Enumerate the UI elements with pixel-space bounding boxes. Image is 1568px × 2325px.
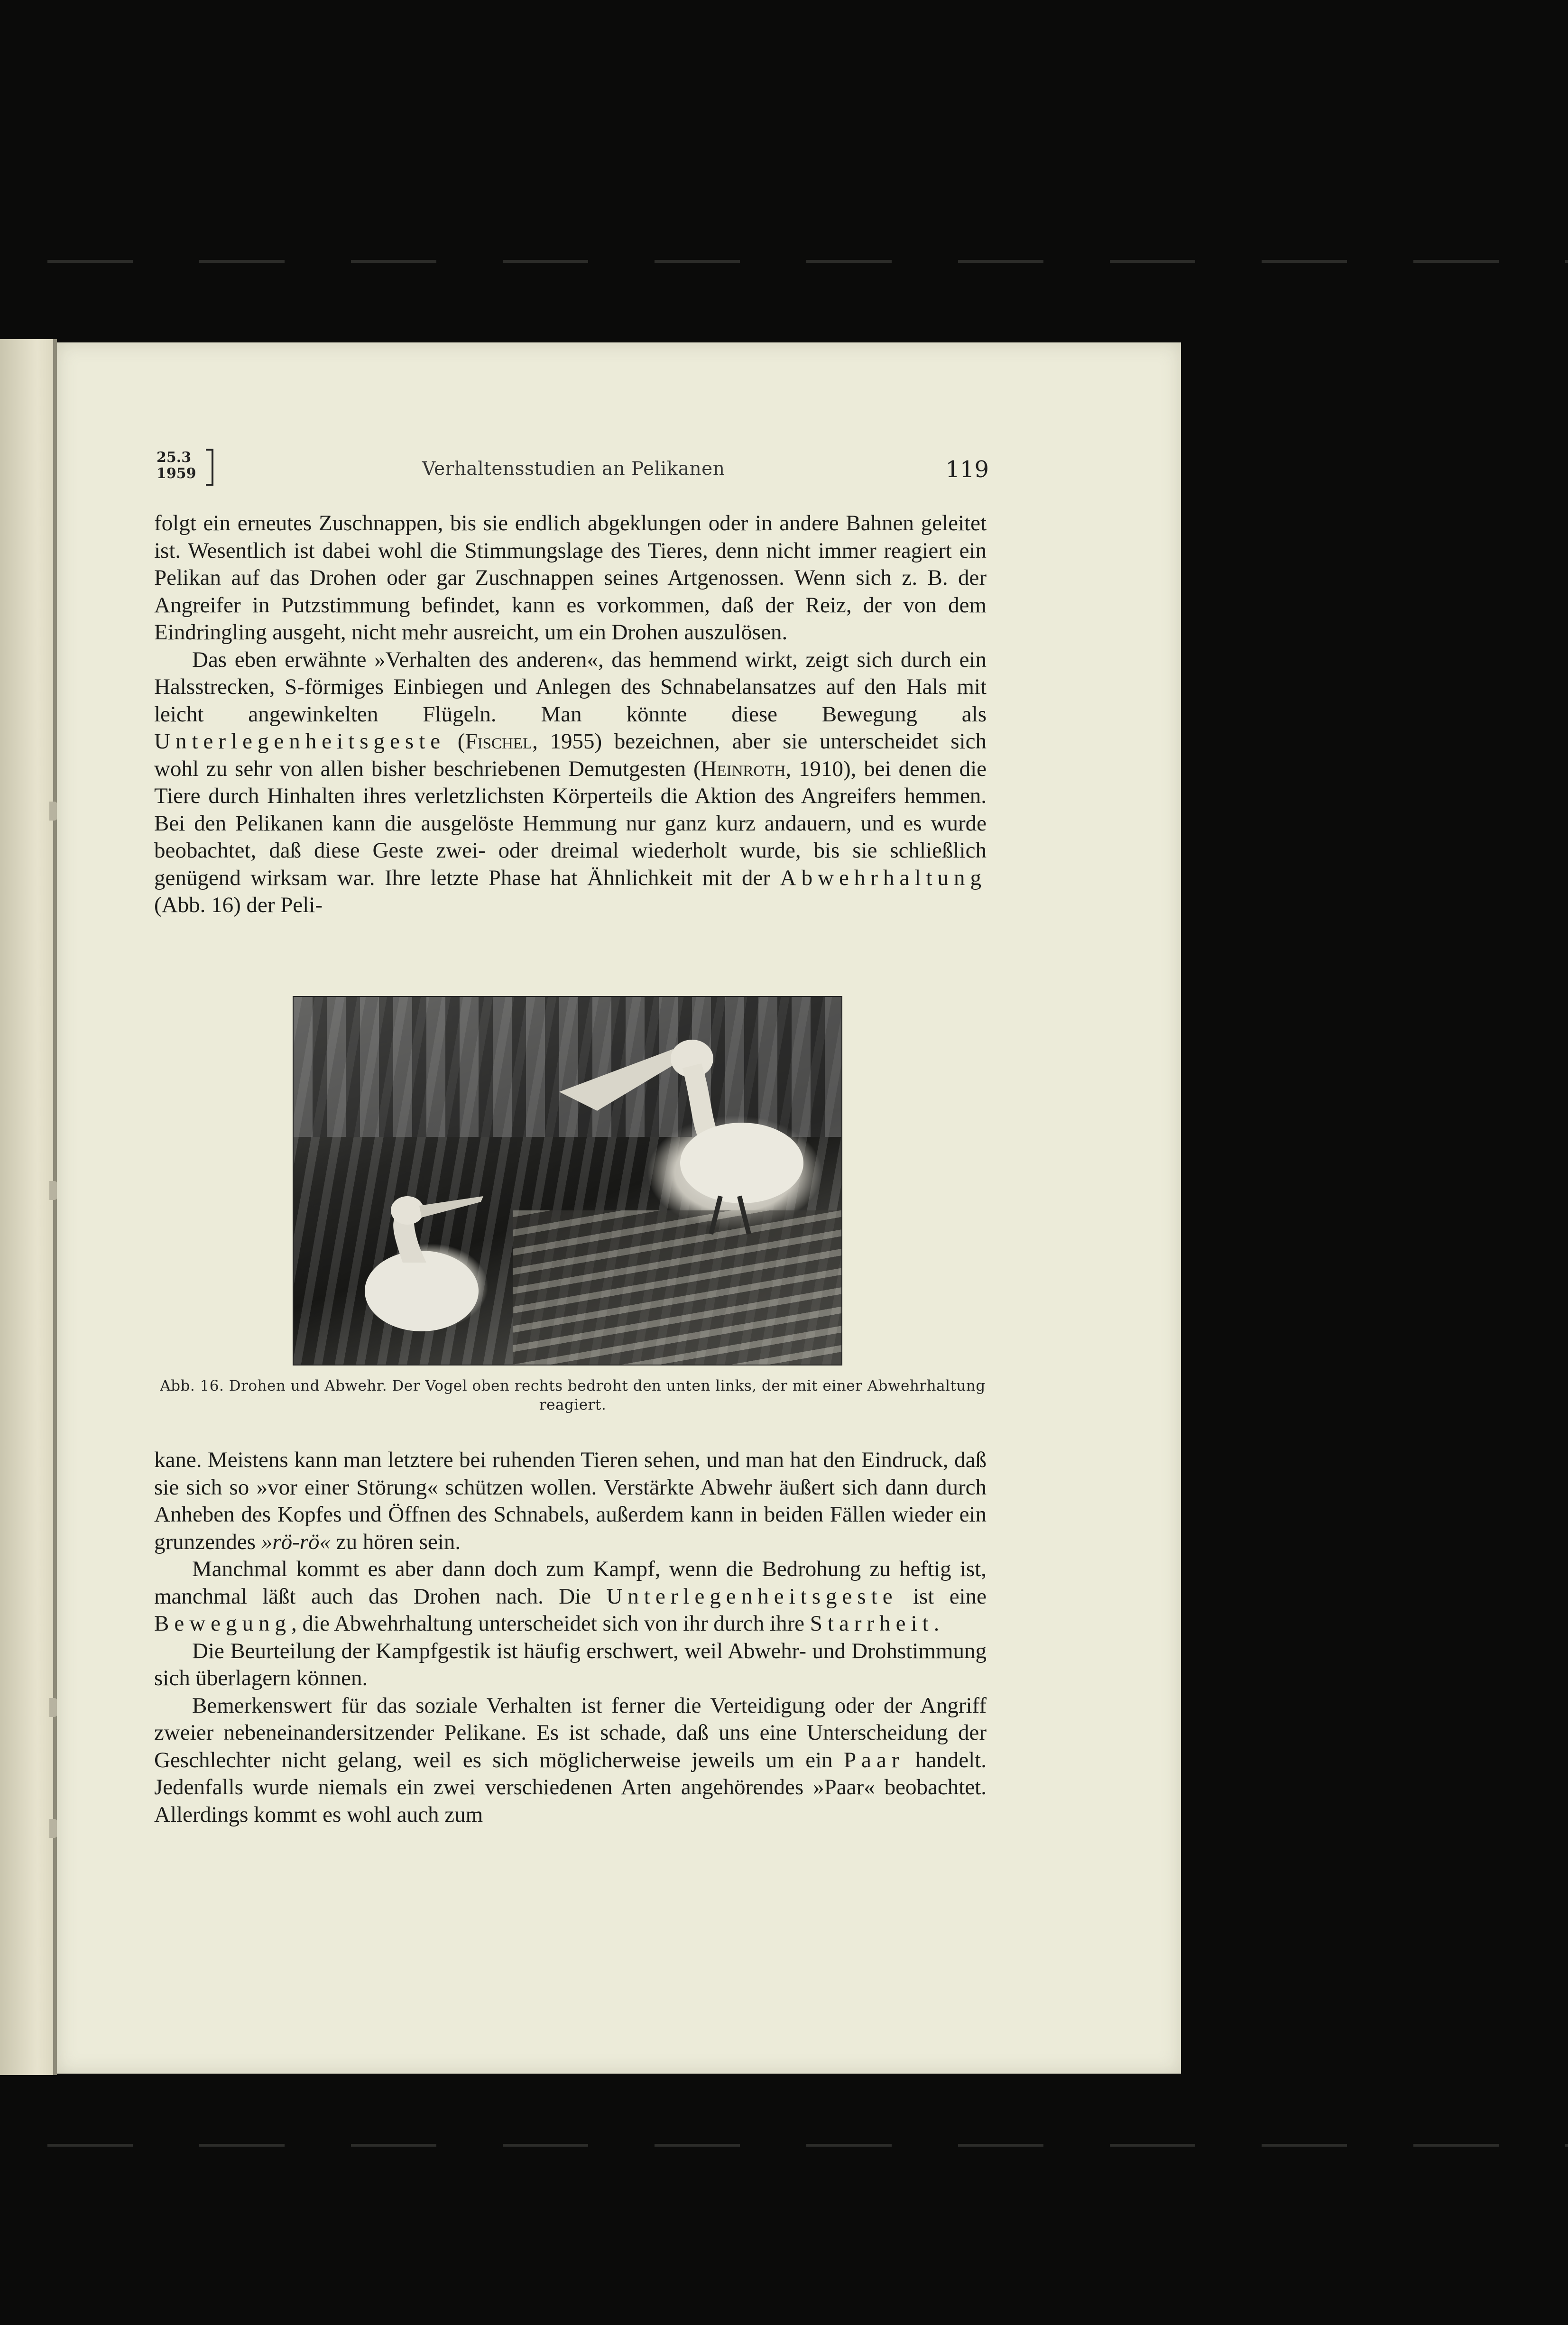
paragraph <box>154 1447 987 1556</box>
pelican-lower-left-body <box>365 1251 479 1331</box>
running-title: Verhaltensstudien an Pelikanen <box>422 458 725 480</box>
scan-artifact-line-top <box>47 260 1568 263</box>
text-run: folgt ein erneutes Zuschnappen, bis sie endlich abgeklungen oder in andere Bahnen geleitet ist. Wesentlich ist dabei wohl die Stimmungslage des Tieres, denn nicht immer reagiert ein Pelikan auf das Drohen oder gar Zuschnappen seines Artgenossen. Wenn sich z. B. der Angreifer in Putzstimmung befindet, kann es vorkommen, daß der Reiz, der von dem Eindringling ausgeht, nicht mehr ausreicht, um ein Drohen auszulösen. <box>154 511 987 645</box>
volume-year: 1959 <box>157 465 196 482</box>
text-run: , die Abwehrhaltung unterscheidet sich von ihr durch ihre <box>291 1611 810 1636</box>
figure-caption: Abb. 16. Drohen und Abwehr. Der Vogel oben rechts bedroht den unten links, der mit einer Abwehrhaltung reagiert. <box>160 1377 986 1413</box>
text-run: Das eben erwähnte »Verhalten des anderen«, das hemmend wirkt, zeigt sich durch ein Halsstrecken, S-förmiges Einbiegen und Anlegen des Schnabelansatzes auf den Hals mit leicht angewinkelten Flügeln. Man könnte diese Bewegung als <box>154 647 987 727</box>
facing-page-edge <box>0 339 53 2075</box>
text-run: . <box>933 1611 940 1636</box>
emphasized-text: Unterlegenheitsgeste <box>606 1584 898 1609</box>
figure-photo-pelicans <box>293 996 842 1365</box>
text-run: zu hören sein. <box>331 1529 461 1554</box>
text-run: Die Beurteilung der Kampfgestik ist häufig erschwert, weil Abwehr- und Drohstimmung sich überlagern können. <box>154 1638 987 1690</box>
page-header <box>157 450 989 492</box>
text-run: Manchmal kommt es aber dann doch zum Kampf, wenn die Bedrohung zu heftig ist, manchmal läßt auch das Drohen nach. Die <box>154 1557 987 1609</box>
text-run: , 1910), bei denen die Tiere durch Hinhalten ihres verletzlichsten Körperteils die Aktion des Angreifers hemmen. Bei den Pelikanen kann die ausgelöste Hemmung nur ganz kurz andauern, und es wurde beobachtet, daß diese Geste zwei- oder dreimal wiederholt wurde, bis sie schließlich genügend wirksam war. Ihre letzte Phase hat Ähnlichkeit mit der <box>154 756 987 890</box>
emphasized-text: Abwehrhaltung <box>780 865 987 890</box>
paragraph <box>154 1692 987 1829</box>
emphasized-text: Heinroth <box>701 756 786 781</box>
scan-artifact-line-bottom <box>47 2144 1568 2147</box>
text-run: handelt. Jedenfalls wurde niemals ein zwei verschiedenen Arten angehörendes »Paar« beobachtet. Allerdings kommt es wohl auch zum <box>154 1747 987 1827</box>
text-run: (Abb. 16) der Peli- <box>154 893 323 917</box>
text-run: kane. Meistens kann man letztere bei ruhenden Tieren sehen, und man hat den Eindruck, daß sie sich so »vor einer Störung« schützen wollen. Verstärkte Abwehr äußert sich dann durch Anheben des Kopfes und Öffnen des Schnabels, außerdem kann in beiden Fällen wieder ein grunzendes <box>154 1448 987 1554</box>
emphasized-text: Starrheit <box>810 1611 934 1636</box>
text-run: ist eine <box>897 1584 987 1609</box>
volume-info <box>157 450 196 482</box>
emphasized-text: Unterlegenheitsgeste <box>154 729 446 754</box>
text-run: Bemerkenswert für das soziale Verhalten ist ferner die Verteidigung oder der Angriff zweier nebeneinandersitzender Pelikane. Es ist schade, daß uns eine Unterscheidung der Geschlechter nicht gelang, weil es sich möglicherweise jeweils um ein <box>154 1693 987 1772</box>
emphasized-text: »rö-rö« <box>261 1529 331 1554</box>
emphasized-text: Fischel <box>465 729 533 754</box>
body-text-top <box>154 510 987 919</box>
page-gutter <box>53 339 57 2075</box>
pelican-upper-right-body <box>680 1123 803 1203</box>
paragraph <box>154 646 987 919</box>
paragraph <box>154 1638 987 1692</box>
text-run: ( <box>445 729 465 754</box>
pelican-lower-left-bill <box>419 1196 483 1218</box>
body-text-bottom <box>154 1447 987 1828</box>
text-run: , 1955) bezeichnen, aber sie unterscheidet sich wohl zu sehr von allen bisher beschriebenen Demutgesten ( <box>154 729 987 781</box>
emphasized-text: Paar <box>844 1747 904 1772</box>
paragraph <box>154 510 987 646</box>
volume-number: 25.3 <box>157 449 192 466</box>
page-number: 119 <box>945 456 989 483</box>
paragraph <box>154 1556 987 1638</box>
emphasized-text: Bewegung <box>154 1611 292 1636</box>
pelican-upper-right <box>559 1049 680 1111</box>
volume-bracket <box>206 449 213 486</box>
pelican-lower-left-head <box>391 1196 424 1225</box>
pelican-silhouettes <box>294 997 841 1365</box>
